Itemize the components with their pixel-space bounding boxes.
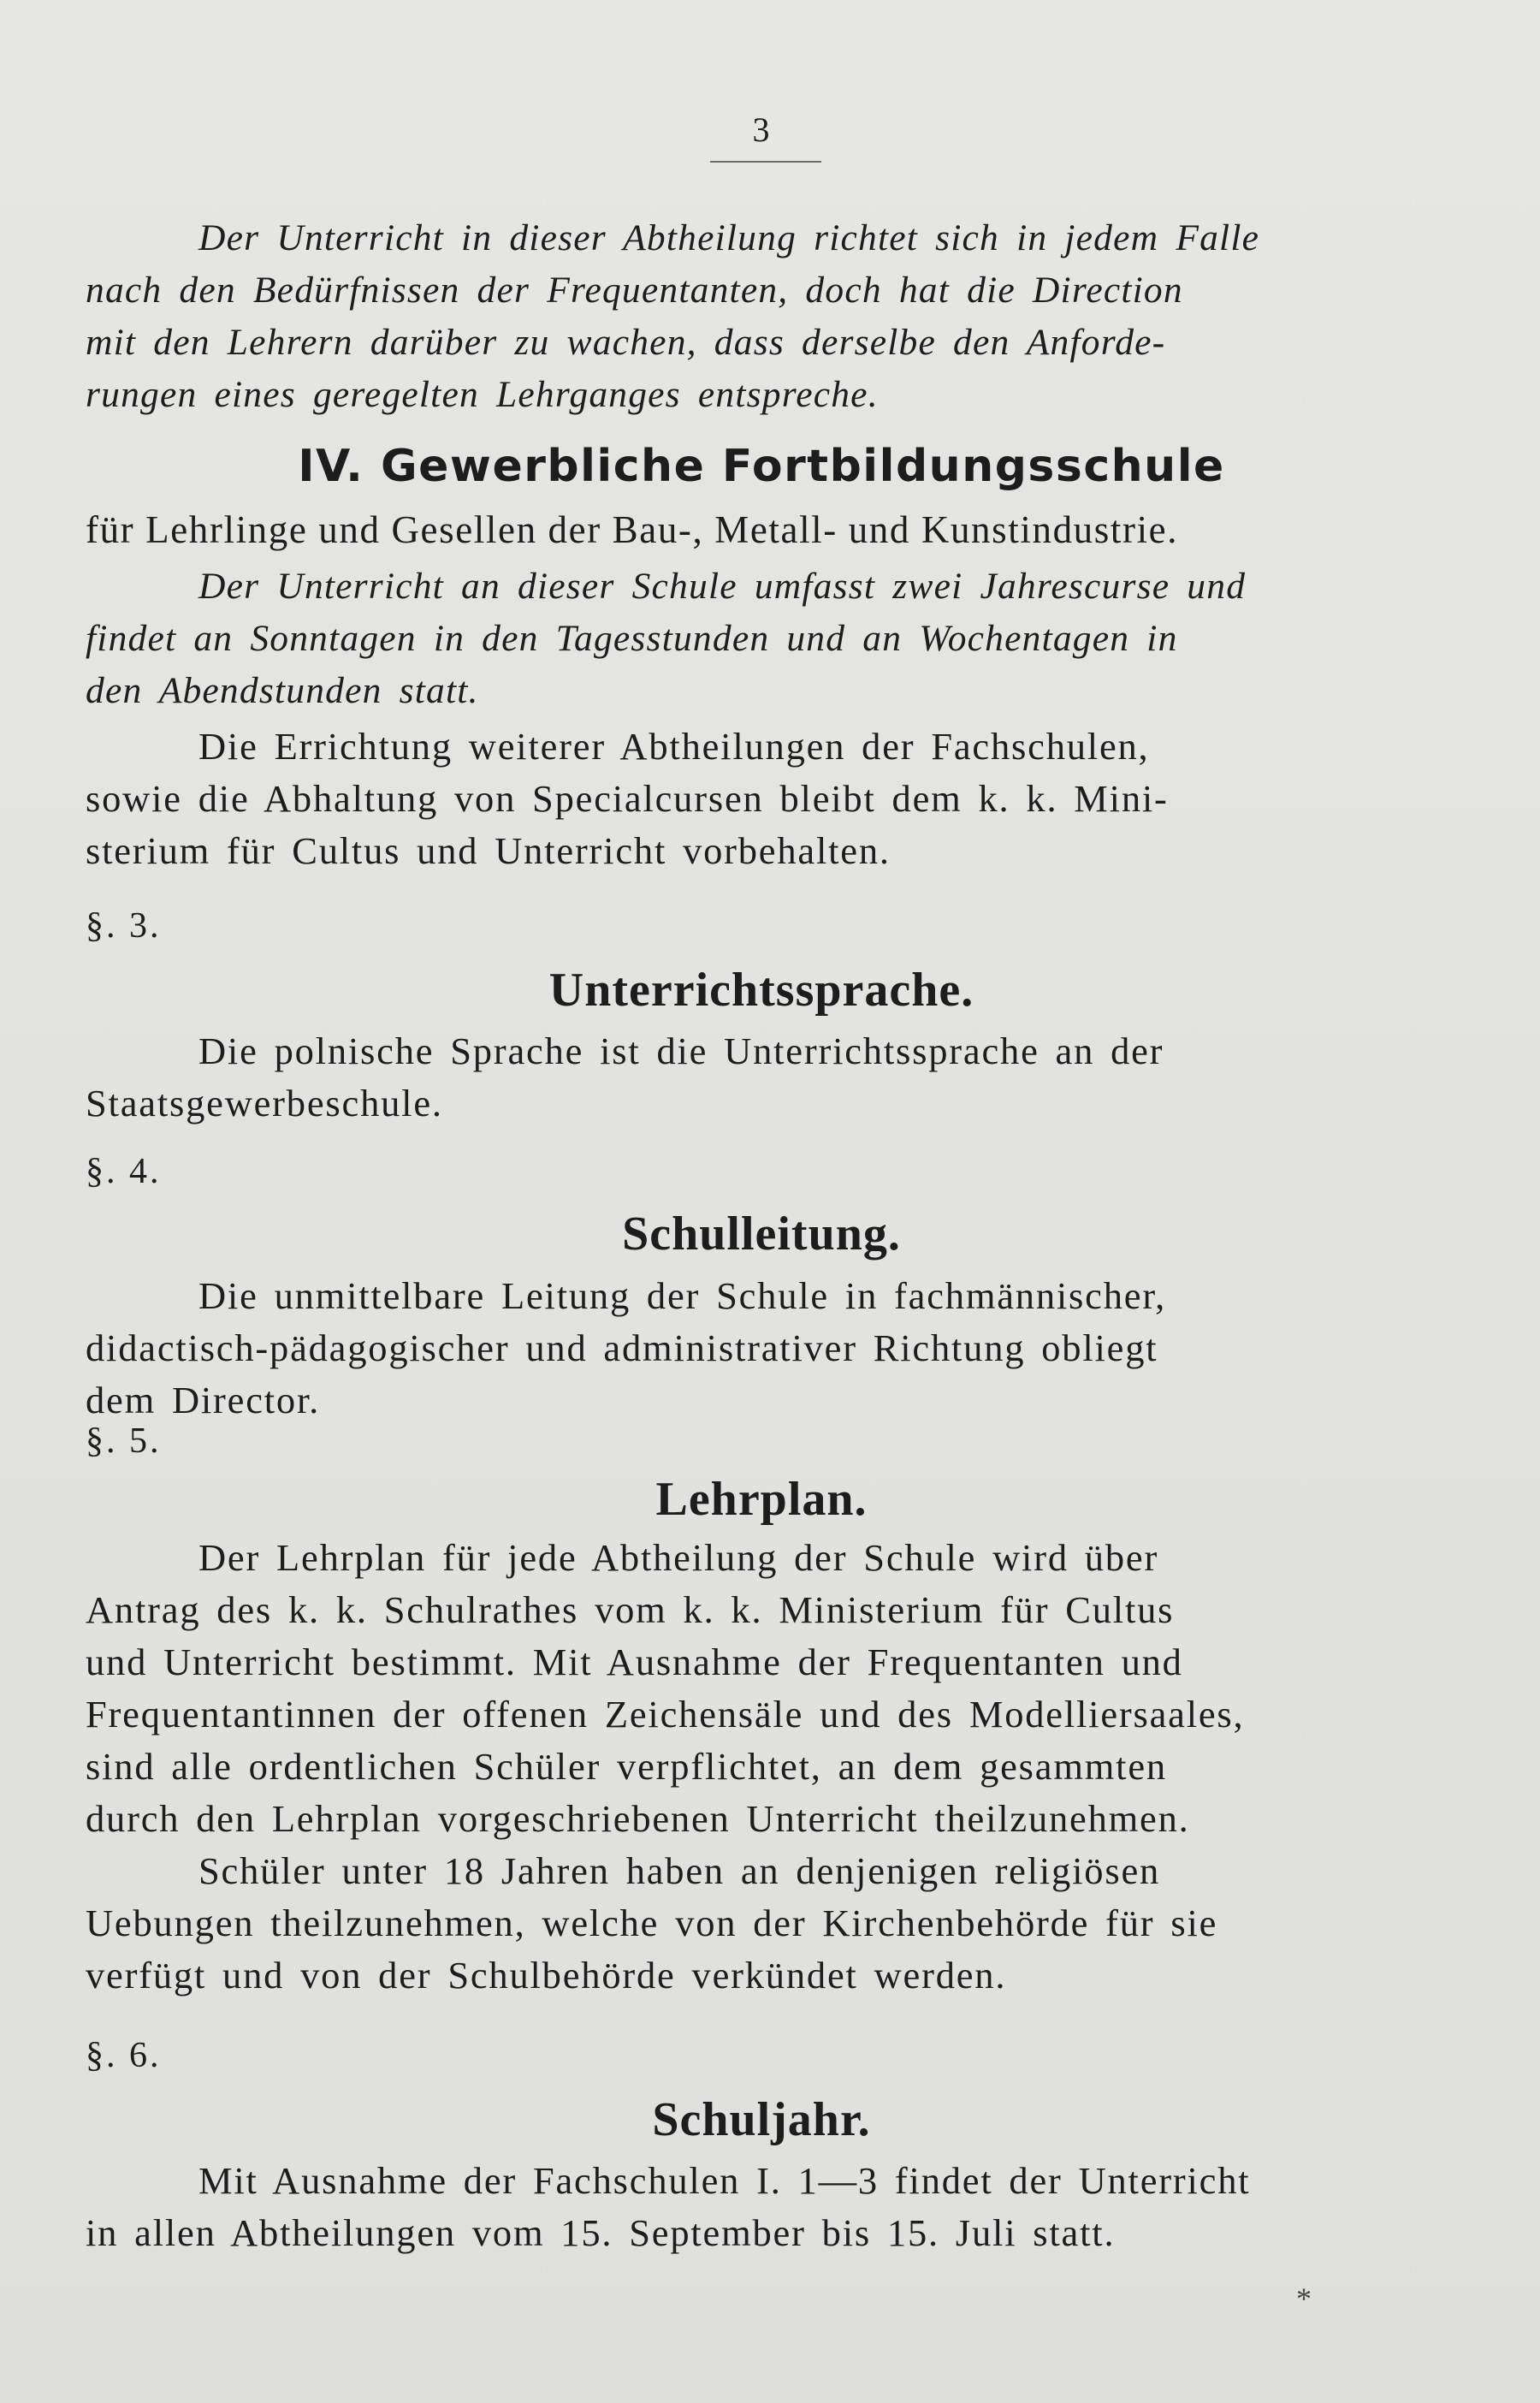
section-title: Lehrplan. xyxy=(655,1473,868,1526)
section-number: §. 6. xyxy=(86,2036,162,2075)
section-number: §. 5. xyxy=(86,1421,162,1461)
section-body-line: Mit Ausnahme der Fachschulen I. 1—3 findet der Unterricht xyxy=(198,2159,1251,2202)
section-body-line: verfügt und von der Schulbehörde verkündet werden. xyxy=(86,1954,1007,1997)
section-body-line: durch den Lehrplan vorgeschriebenen Unterricht theilzunehmen. xyxy=(86,1797,1190,1840)
section-iv-italic-line: Der Unterricht an dieser Schule umfasst zwei Jahrescurse und xyxy=(198,566,1247,607)
section-iv-italic-line: findet an Sonntagen in den Tagesstunden und an Wochentagen in xyxy=(86,618,1178,659)
page-number: 3 xyxy=(752,110,771,149)
section-body-line: Die unmittelbare Leitung der Schule in fachmännischer, xyxy=(198,1274,1167,1317)
section-iv-body xyxy=(86,721,1437,877)
section-title: Schuljahr. xyxy=(652,2093,871,2146)
section-body-line: Die polnische Sprache ist die Unterrichtssprache an der xyxy=(198,1029,1164,1072)
section-3-body xyxy=(86,1025,1437,1130)
section-iv-body-line: sowie die Abhaltung von Specialcursen bleibt dem k. k. Mini- xyxy=(86,777,1169,820)
section-iv-subheading: für Lehrlinge und Gesellen der Bau-, Metall- und Kunstindustrie. xyxy=(86,508,1179,551)
section-title: Unterrichtssprache. xyxy=(548,964,974,1017)
section-body-line: und Unterricht bestimmt. Mit Ausnahme der Frequentanten und xyxy=(86,1641,1183,1683)
section-body-line: in allen Abtheilungen vom 15. September bis 15. Juli statt. xyxy=(86,2211,1116,2254)
section-iv-heading: IV. Gewerbliche Fortbildungsschule xyxy=(298,441,1225,492)
section-body-line: Antrag des k. k. Schulrathes vom k. k. Ministerium für Cultus xyxy=(86,1588,1175,1631)
section-title: Schulleitung. xyxy=(622,1207,901,1261)
section-number: §. 4. xyxy=(86,1152,162,1191)
section-3 xyxy=(86,905,1437,946)
section-4-body xyxy=(86,1270,1437,1427)
section-body-line: Schüler unter 18 Jahren haben an denjenigen religiösen xyxy=(198,1849,1161,1892)
footer-asterisk: * xyxy=(1296,2281,1312,2316)
section-number: §. 3. xyxy=(86,906,162,946)
section-body-line: Der Lehrplan für jede Abtheilung der Schule wird über xyxy=(198,1536,1159,1579)
intro-line: Der Unterricht in dieser Abtheilung richtet sich in jedem Falle xyxy=(198,217,1260,258)
section-6-title-wrap xyxy=(86,2092,1437,2147)
section-iv-sub xyxy=(86,505,1437,555)
section-6-body xyxy=(86,2155,1437,2259)
page-number-rule xyxy=(710,161,821,163)
section-body-line: Staatsgewerbeschule. xyxy=(86,1082,443,1124)
section-body-line: didactisch-pädagogischer und administrativer Richtung obliegt xyxy=(86,1326,1158,1369)
section-3-title-wrap xyxy=(86,963,1437,1018)
section-body-line: dem Director. xyxy=(86,1379,321,1421)
section-5-title-wrap xyxy=(86,1472,1437,1527)
intro-paragraph xyxy=(86,212,1437,421)
section-iv xyxy=(86,441,1437,492)
intro-line: mit den Lehrern darüber zu wachen, dass derselbe den Anforde- xyxy=(86,322,1166,363)
section-iv-body-line: sterium für Cultus und Unterricht vorbehalten. xyxy=(86,829,891,872)
section-iv-italic-line: den Abendstunden statt. xyxy=(86,670,479,711)
section-5 xyxy=(86,1421,1437,1462)
section-body-line: sind alle ordentlichen Schüler verpflichtet, an dem gesammten xyxy=(86,1745,1167,1788)
intro-line: rungen eines geregelten Lehrganges entspreche. xyxy=(86,374,879,415)
section-iv-italic xyxy=(86,561,1437,717)
intro-line: nach den Bedürfnissen der Frequentanten, doch hat die Direction xyxy=(86,270,1183,311)
section-4-title-wrap xyxy=(86,1207,1437,1261)
section-6 xyxy=(86,2035,1437,2076)
section-body-line: Frequentantinnen der offenen Zeichensäle und des Modelliersaales, xyxy=(86,1693,1245,1736)
section-iv-body-line: Die Errichtung weiterer Abtheilungen der Fachschulen, xyxy=(198,725,1150,768)
section-4 xyxy=(86,1151,1437,1192)
section-body-line: Uebungen theilzunehmen, welche von der Kirchenbehörde für sie xyxy=(86,1902,1218,1944)
section-5-body xyxy=(86,1532,1437,2002)
